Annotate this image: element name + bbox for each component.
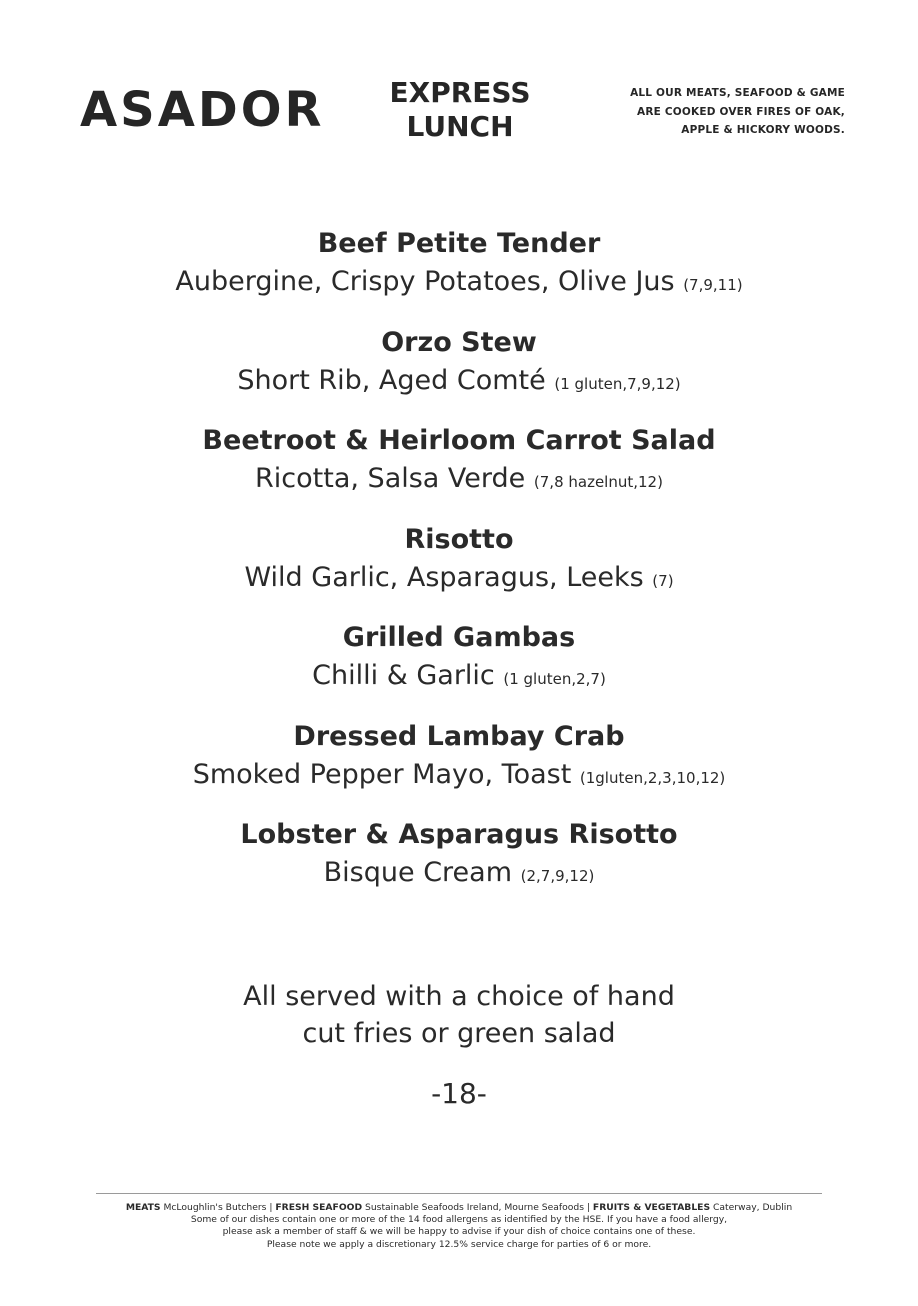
dish-allergens: (1 gluten,2,7) bbox=[503, 670, 606, 688]
served-with-line-1: All served with a choice of hand bbox=[243, 981, 675, 1012]
dish-allergens: (1 gluten,7,9,12) bbox=[554, 374, 681, 393]
dish-description bbox=[0, 461, 918, 500]
dish-description-text: Wild Garlic, Asparagus, Leeks bbox=[244, 561, 644, 593]
dish-name: Risotto bbox=[404, 523, 514, 555]
dish-description-text: Bisque Cream bbox=[323, 857, 513, 888]
dish-name: Beef Petite Tender bbox=[317, 228, 601, 259]
fruits-label: FRUITS & VEGETABLES bbox=[592, 1202, 711, 1213]
service-charge-notice: Please note we apply a discretionary 12.5% service charge for parties of 6 or more. bbox=[266, 1238, 652, 1250]
menu-title-line-1: EXPRESS bbox=[389, 76, 531, 109]
dish-allergens: (7,8 hazelnut,12) bbox=[533, 473, 663, 491]
allergen-notice-line-2: please ask a member of staff & we will be happy to advise if your dish of choice contains one of these. bbox=[222, 1226, 696, 1238]
cooking-note bbox=[585, 84, 845, 140]
dish-name: Lobster & Asparagus Risotto bbox=[240, 819, 678, 850]
meats-label: MEATS bbox=[125, 1202, 161, 1213]
dish-description bbox=[0, 855, 918, 894]
menu-item bbox=[0, 224, 918, 323]
dish-description bbox=[0, 658, 918, 697]
footer-divider bbox=[96, 1193, 822, 1194]
dish-description-text: Ricotta, Salsa Verde bbox=[255, 463, 526, 494]
suppliers-line bbox=[60, 1202, 858, 1214]
cooking-note-line-2: ARE COOKED OVER FIRES OF OAK, bbox=[637, 105, 845, 118]
menu-item bbox=[0, 520, 918, 619]
dish-name: Beetroot & Heirloom Carrot Salad bbox=[202, 425, 716, 456]
dish-allergens: (2,7,9,12) bbox=[520, 867, 595, 885]
footer bbox=[60, 1202, 858, 1251]
restaurant-logo: ASADOR bbox=[80, 82, 325, 138]
menu-item bbox=[0, 815, 918, 914]
dish-description bbox=[0, 560, 918, 599]
dish-description bbox=[0, 363, 918, 402]
served-with-note bbox=[0, 978, 918, 1052]
menu-price: -18- bbox=[431, 1077, 487, 1110]
menu-title bbox=[360, 76, 560, 144]
dish-description-text: Aubergine, Crispy Potatoes, Olive Jus bbox=[175, 266, 675, 297]
dish-description-text: Smoked Pepper Mayo, Toast bbox=[192, 758, 572, 790]
seafood-supplier: Sustainable Seafoods Ireland, Mourne Seafoods | bbox=[365, 1202, 590, 1213]
menu-list bbox=[0, 224, 918, 914]
dish-name: Dressed Lambay Crab bbox=[293, 720, 625, 752]
menu-title-line-2: LUNCH bbox=[406, 110, 514, 143]
dish-description-text: Short Rib, Aged Comté bbox=[237, 364, 546, 396]
menu-item bbox=[0, 323, 918, 422]
dish-allergens: (7,9,11) bbox=[683, 276, 743, 294]
fruits-supplier: Caterway, Dublin bbox=[712, 1202, 793, 1213]
dish-allergens: (1gluten,2,3,10,12) bbox=[579, 768, 726, 787]
served-with-line-2: cut fries or green salad bbox=[302, 1018, 616, 1049]
dish-description bbox=[0, 264, 918, 303]
dish-description-text: Chilli & Garlic bbox=[312, 660, 495, 691]
allergen-notice-line-1: Some of our dishes contain one or more of the 14 food allergens as identified by the HSE. If you have a food allergy, bbox=[190, 1214, 728, 1226]
seafood-label: FRESH SEAFOOD bbox=[275, 1202, 363, 1213]
menu-item bbox=[0, 717, 918, 816]
dish-description bbox=[0, 757, 918, 796]
dish-name: Orzo Stew bbox=[381, 326, 537, 358]
cooking-note-line-3: APPLE & HICKORY WOODS. bbox=[681, 124, 845, 136]
meats-supplier: McLoughlin's Butchers | bbox=[163, 1202, 273, 1213]
menu-item bbox=[0, 618, 918, 717]
dish-name: Grilled Gambas bbox=[342, 622, 576, 653]
dish-allergens: (7) bbox=[652, 571, 674, 590]
cooking-note-line-1: ALL OUR MEATS, SEAFOOD & GAME bbox=[630, 87, 845, 99]
menu-item bbox=[0, 421, 918, 520]
